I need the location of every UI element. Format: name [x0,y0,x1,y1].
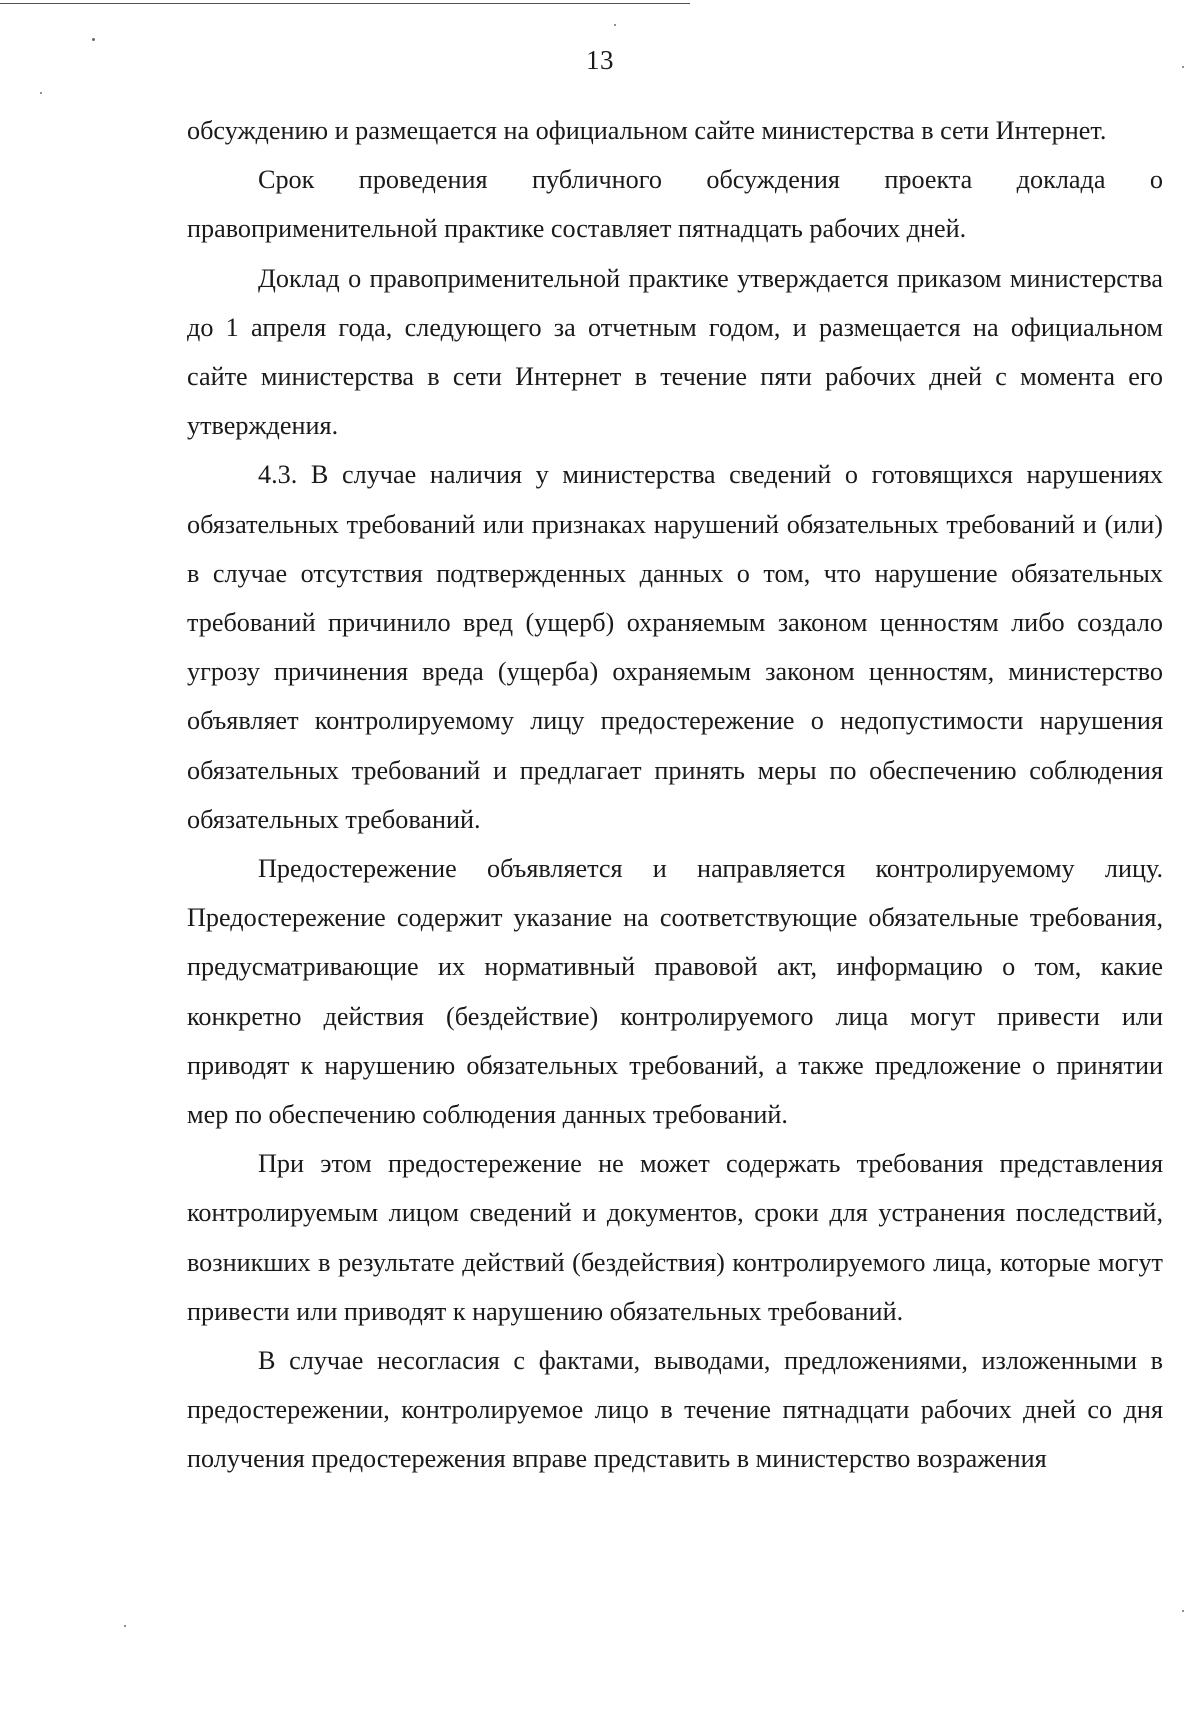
paragraph: обсуждению и размещается на официальном сайте министерства в сети Интернет. [187,116,1107,145]
document-body [187,106,1163,1484]
paragraph: Предостережение объявляется и направляется контролируемому лицу. Предостережение содержит указание на соответствующие обязательные требования, предусматривающие их нормативный правовой акт, информацию о том, какие конкретно действия (бездействие) контролируемого лица могут привести или приводят к нарушению обязательных требований, а также предложение о принятии мер по обеспечению соблюдения данных требований. [187,854,1163,1130]
scan-speck [614,24,616,26]
paragraph: Доклад о правоприменительной практике утверждается приказом министерства до 1 апреля года, следующего за отчетным годом, и размещается на официальном сайте министерства в сети Интернет в течение пяти рабочих дней с момента его утверждения. [187,263,1163,441]
scan-speck [1182,1610,1184,1612]
scan-edge-line [0,3,690,4]
paragraph: В случае несогласия с фактами, выводами, предложениями, изложенными в предостережении, контролируемое лицо в течение пятнадцати рабочих дней со дня получения предостережения вправе представить в министерство возражения [187,1346,1163,1474]
scan-speck [124,1625,126,1627]
paragraph: При этом предостережение не может содержать требования представления контролируемым лицом сведений и документов, сроки для устранения последствий, возникших в результате действий (бездействия) контролируемого лица, которые могут привести или приводят к нарушению обязательных требований. [187,1149,1163,1326]
scan-speck [92,38,95,41]
paragraph: 4.3. В случае наличия у министерства сведений о готовящихся нарушениях обязательных требований или признаках нарушений обязательных требований и (или) в случае отсутствия подтвержденных данных о том, что нарушение обязательных требований причинило вред (ущерб) охраняемым законом ценностям либо создало угрозу причинения вреда (ущерба) охраняемым законом ценностям, министерство объявляет контролируемому лицу предостережение о недопустимости нарушения обязательных требований и предлагает принять меры по обеспечению соблюдения обязательных требований. [187,460,1163,834]
page-number: 13 [586,45,614,75]
paragraph: Срок проведения публичного обсуждения проекта доклада о правоприменительной практике составляет пятнадцать рабочих дней. [187,165,1163,244]
scan-speck [40,92,42,94]
